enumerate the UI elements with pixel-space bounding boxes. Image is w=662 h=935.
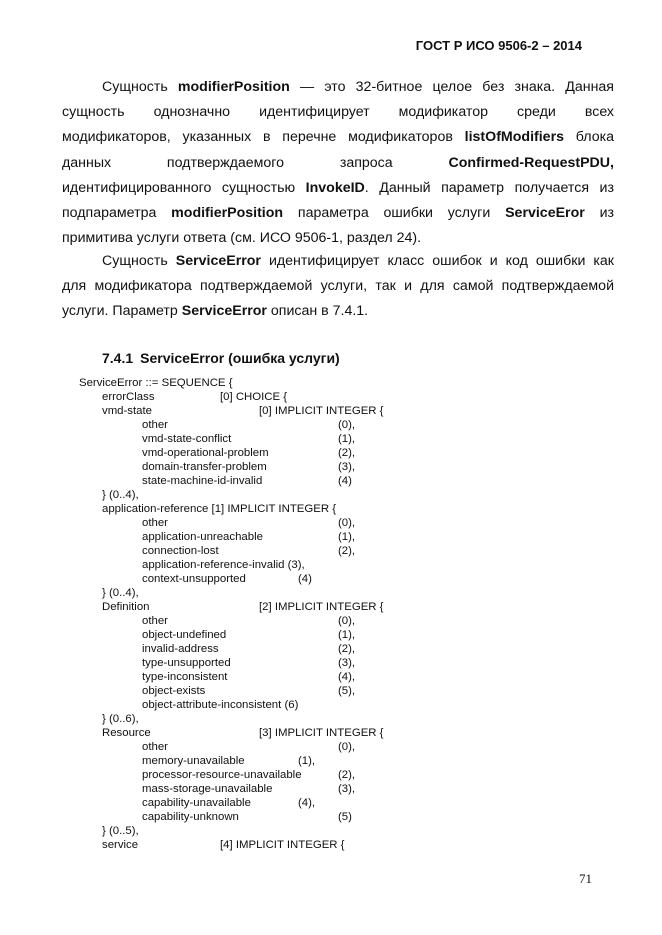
code-token: errorClass <box>102 391 155 403</box>
code-value: (4) <box>298 573 312 585</box>
paragraph-service-error <box>62 249 614 325</box>
text-run: из <box>584 204 615 221</box>
code-token: application-reference-invalid (3), <box>142 559 305 571</box>
bold-term: ServiceError <box>181 303 267 320</box>
section-title: ServiceError (ошибка услуги) <box>140 350 340 366</box>
code-value: (3), <box>338 783 356 795</box>
code-token: capability-unavailable <box>142 797 251 809</box>
code-token: vmd-state <box>102 405 153 417</box>
code-value: [2] IMPLICIT INTEGER { <box>259 601 384 613</box>
code-token: invalid-address <box>142 643 219 655</box>
code-value: (4), <box>338 671 356 683</box>
code-token: vmd-operational-problem <box>142 447 269 459</box>
code-value: [4] IMPLICIT INTEGER { <box>220 839 345 851</box>
code-token: } (0..4), <box>102 489 139 501</box>
text-run: примитива услуги ответа (см. ИСО 9506-1, раздел 24). <box>62 230 422 247</box>
code-value: (3), <box>338 657 356 669</box>
text-run: идентифицирует класс ошибок и код ошибки как <box>260 253 614 269</box>
code-value: (2), <box>338 643 356 655</box>
code-token: connection-lost <box>142 545 219 557</box>
code-token: } (0..6), <box>102 713 139 725</box>
text-line <box>62 299 614 324</box>
code-value: (1), <box>298 755 316 767</box>
text-line <box>62 226 614 251</box>
code-token: service <box>102 839 139 851</box>
text-run: параметра ошибки услуги <box>283 204 506 221</box>
code-value: (4) <box>338 475 352 487</box>
text-line <box>62 249 614 274</box>
code-token: Resource <box>102 727 151 739</box>
code-token: application-reference [1] IMPLICIT INTEGER { <box>102 503 337 515</box>
text-line <box>62 274 614 299</box>
code-token: object-undefined <box>142 629 227 641</box>
text-run: сущность однозначно идентифицирует модификатор среди всех <box>62 104 614 121</box>
code-token: } (0..5), <box>102 825 139 837</box>
code-value: (1), <box>338 531 356 543</box>
code-token: ServiceError ::= SEQUENCE { <box>79 377 233 389</box>
bold-term: modifierPosition <box>171 204 284 221</box>
text-run: идентифицированного сущностью <box>62 179 306 196</box>
bold-term: Confirmed-RequestPDU, <box>448 154 614 171</box>
code-value: (2), <box>338 447 356 459</box>
code-value: (1), <box>338 433 356 445</box>
text-line <box>62 75 614 100</box>
code-token: mass-storage-unavailable <box>142 783 273 795</box>
section-number: 7.4.1 <box>102 350 134 366</box>
code-token: state-machine-id-invalid <box>142 475 263 487</box>
code-token: type-inconsistent <box>142 671 228 683</box>
code-token: other <box>142 517 168 529</box>
text-run: описан в 7.4.1. <box>266 303 369 320</box>
code-value: (0), <box>338 419 356 431</box>
text-run: Сущность <box>102 253 176 269</box>
code-token: Definition <box>102 601 150 613</box>
code-token: domain-transfer-problem <box>142 461 267 473</box>
bold-term: InvokeID <box>305 179 365 196</box>
text-run: для модификатора подтверждаемой услуги, так и для самой подтверждаемой <box>62 278 614 295</box>
page-number: 71 <box>579 871 592 886</box>
bold-term: modifierPosition <box>177 79 290 95</box>
code-token: other <box>142 615 168 627</box>
text-run: данных подтверждаемого запроса <box>62 154 449 171</box>
code-value: (4), <box>298 797 316 809</box>
code-value: (2), <box>338 769 356 781</box>
text-run: . Данный параметр получается из <box>364 179 614 196</box>
code-value: (0), <box>338 517 356 529</box>
code-token: object-exists <box>142 685 206 697</box>
code-value: (0), <box>338 615 356 627</box>
text-line <box>62 100 614 125</box>
code-value: (5), <box>338 685 356 697</box>
text-run: подпараметра <box>62 204 172 221</box>
code-value: (1), <box>338 629 356 641</box>
text-run: модификаторов, указанных в перечне модификаторов <box>62 129 465 146</box>
code-value: (5) <box>338 811 352 823</box>
code-token: } (0..4), <box>102 587 139 599</box>
code-value: [0] CHOICE { <box>220 391 288 403</box>
code-token: other <box>142 741 168 753</box>
code-value: (0), <box>338 741 356 753</box>
code-value: (3), <box>338 461 356 473</box>
code-token: capability-unknown <box>142 811 239 823</box>
code-token: application-unreachable <box>142 531 263 543</box>
text-run: блока <box>563 129 614 146</box>
section-heading <box>102 350 340 366</box>
code-token: type-unsupported <box>142 657 231 669</box>
document-header: ГОСТ Р ИСО 9506-2 – 2014 <box>415 38 582 53</box>
bold-term: listOfModifiers <box>464 129 564 146</box>
bold-term: ServiceEror <box>505 204 585 221</box>
code-value: [3] IMPLICIT INTEGER { <box>259 727 384 739</box>
code-token: processor-resource-unavailable <box>142 769 302 781</box>
text-run: Сущность <box>102 79 178 95</box>
code-value: [0] IMPLICIT INTEGER { <box>259 405 384 417</box>
text-line <box>62 201 614 226</box>
code-token: object-attribute-inconsistent (6) <box>142 699 299 711</box>
code-value: (2), <box>338 545 356 557</box>
text-run: услуги. Параметр <box>62 303 182 320</box>
code-token: other <box>142 419 168 431</box>
text-line <box>62 151 614 176</box>
code-token: memory-unavailable <box>142 755 245 767</box>
bold-term: ServiceError <box>175 253 261 269</box>
text-run: — это 32-битное целое без знака. Данная <box>289 79 614 95</box>
code-token: vmd-state-conflict <box>142 433 232 445</box>
code-token: context-unsupported <box>142 573 246 585</box>
text-line <box>62 176 614 201</box>
paragraph-modifier-position <box>62 75 614 251</box>
text-line <box>62 125 614 150</box>
